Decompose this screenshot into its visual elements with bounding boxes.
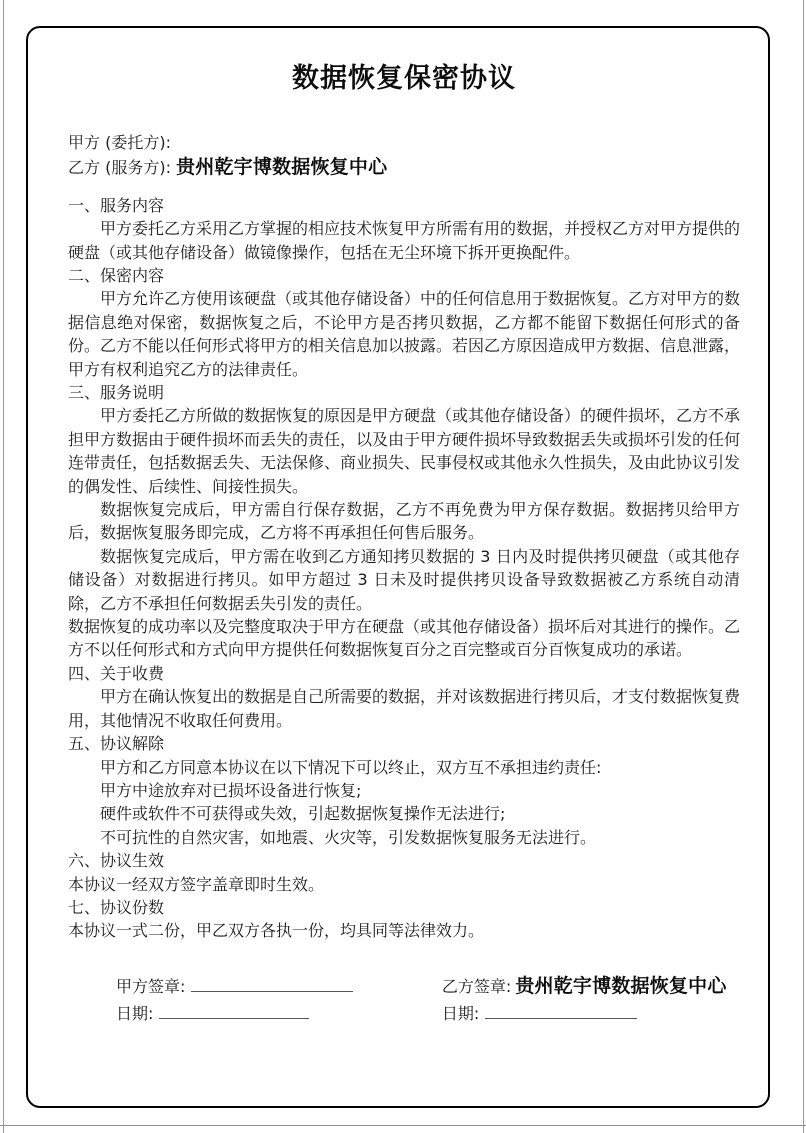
date-label-yifang: 日期: — [441, 1003, 480, 1023]
page-edge-guide-left — [3, 0, 4, 1133]
party-row-yifang — [68, 155, 740, 180]
date-line-jiafang[interactable] — [159, 1005, 309, 1019]
section-list-item: 硬件或软件不可获得或失效，引起数据恢复操作无法进行; — [100, 804, 506, 824]
signature-value-yifang: 贵州乾宇博数据恢复中心 — [515, 974, 727, 997]
signature-label-yifang: 乙方签章: — [441, 976, 512, 996]
section-heading-6: 六、协议生效 — [68, 851, 165, 871]
signature-row-yifang-seal — [442, 973, 740, 1000]
document-content — [68, 46, 740, 1027]
section-heading-3: 三、服务说明 — [68, 383, 165, 402]
signature-column-yifang — [442, 973, 740, 1027]
party-label-jiafang: 甲方 (委托方): — [68, 132, 171, 152]
date-label-jiafang: 日期: — [116, 1003, 154, 1023]
section-paragraph: 甲方和乙方同意本协议在以下情况下可以终止，双方互不承担违约责任: — [100, 757, 602, 777]
signature-row-jiafang-seal — [116, 973, 442, 1000]
section-heading-2: 二、保密内容 — [68, 265, 165, 285]
section-paragraph: 甲方委托乙方采用乙方掌握的相应技术恢复甲方所需有用的数据，并授权乙方对甲方提供的硬盘（或其他存储设备）做镜像操作，包括在无尘环境下拆开更换配件。 — [68, 219, 741, 262]
signature-column-jiafang — [116, 973, 442, 1027]
section-paragraph: 本协议一经双方签字盖章即时生效。 — [68, 874, 325, 894]
section-paragraph: 数据恢复完成后，甲方需自行保存数据，乙方不再免费为甲方保存数据。数据拷贝给甲方后，数据恢复服务即完成，乙方将不再承担任何售后服务。 — [68, 500, 740, 543]
page-title: 数据恢复保密协议 — [292, 63, 516, 94]
section-paragraph: 数据恢复完成后，甲方需在收到乙方通知拷贝数据的 3 日内及时提供拷贝硬盘（或其他存储设备）对数据进行拷贝。如甲方超过 3 日未及时提供拷贝设备导致数据被乙方系统自动清除，乙方不承担任何数据丢失引发的责任。 — [68, 546, 740, 613]
section-paragraph: 甲方委托乙方所做的数据恢复的原因是甲方硬盘（或其他存储设备）的硬件损坏，乙方不承担甲方数据由于硬件损坏而丢失的责任，以及由于甲方硬件损坏导致数据丢失或损坏引发的任何连带责任，包括数据丢失、无法保修、商业损失、民事侵权或其他永久性损失，及由此协议引发的偶发性、后续性、间接性损失。 — [68, 406, 741, 496]
agreement-sections — [68, 194, 740, 943]
signature-line-jiafang[interactable] — [191, 978, 353, 992]
section-list-item: 甲方中途放弃对已损坏设备进行恢复; — [100, 780, 362, 800]
signature-row-jiafang-date — [116, 1000, 442, 1027]
signature-row-yifang-date — [442, 1000, 740, 1027]
section-heading-5: 五、协议解除 — [68, 734, 165, 754]
signature-block — [68, 973, 740, 1027]
section-paragraph: 本协议一式二份，甲乙双方各执一份，均具同等法律效力。 — [68, 921, 485, 941]
section-list-item: 不可抗性的自然灾害，如地震、火灾等，引发数据恢复服务无法进行。 — [100, 827, 597, 847]
section-paragraph: 甲方在确认恢复出的数据是自己所需要的数据，并对该数据进行拷贝后，才支付数据恢复费用，其他情况不收取任何费用。 — [68, 687, 741, 730]
parties-block — [68, 130, 740, 180]
section-heading-4: 四、关于收费 — [68, 663, 165, 683]
section-paragraph: 甲方允许乙方使用该硬盘（或其他存储设备）中的任何信息用于数据恢复。乙方对甲方的数据信息绝对保密，数据恢复之后，不论甲方是否拷贝数据，乙方都不能留下数据任何形式的备份。乙方不能以任何形式将甲方的相关信息加以披露。若因乙方原因造成甲方数据、信息泄露，甲方有权利追究乙方的法律责任。 — [68, 289, 741, 379]
page-edge-guide-right — [803, 0, 804, 1133]
section-paragraph: 数据恢复的成功率以及完整度取决于甲方在硬盘（或其他存储设备）损坏后对其进行的操作。乙方不以任何形式和方式向甲方提供任何数据恢复百分之百完整或百分百恢复成功的承诺。 — [68, 617, 741, 660]
section-heading-7: 七、协议份数 — [68, 897, 165, 917]
date-line-yifang[interactable] — [485, 1005, 637, 1019]
signature-label-jiafang: 甲方签章: — [116, 976, 186, 996]
party-value-yifang: 贵州乾宇博数据恢复中心 — [176, 155, 388, 178]
page-edge-guide-bottom — [0, 1125, 806, 1126]
section-heading-1: 一、服务内容 — [68, 195, 165, 215]
party-row-jiafang — [68, 130, 740, 155]
party-label-yifang: 乙方 (服务方): — [68, 157, 171, 177]
